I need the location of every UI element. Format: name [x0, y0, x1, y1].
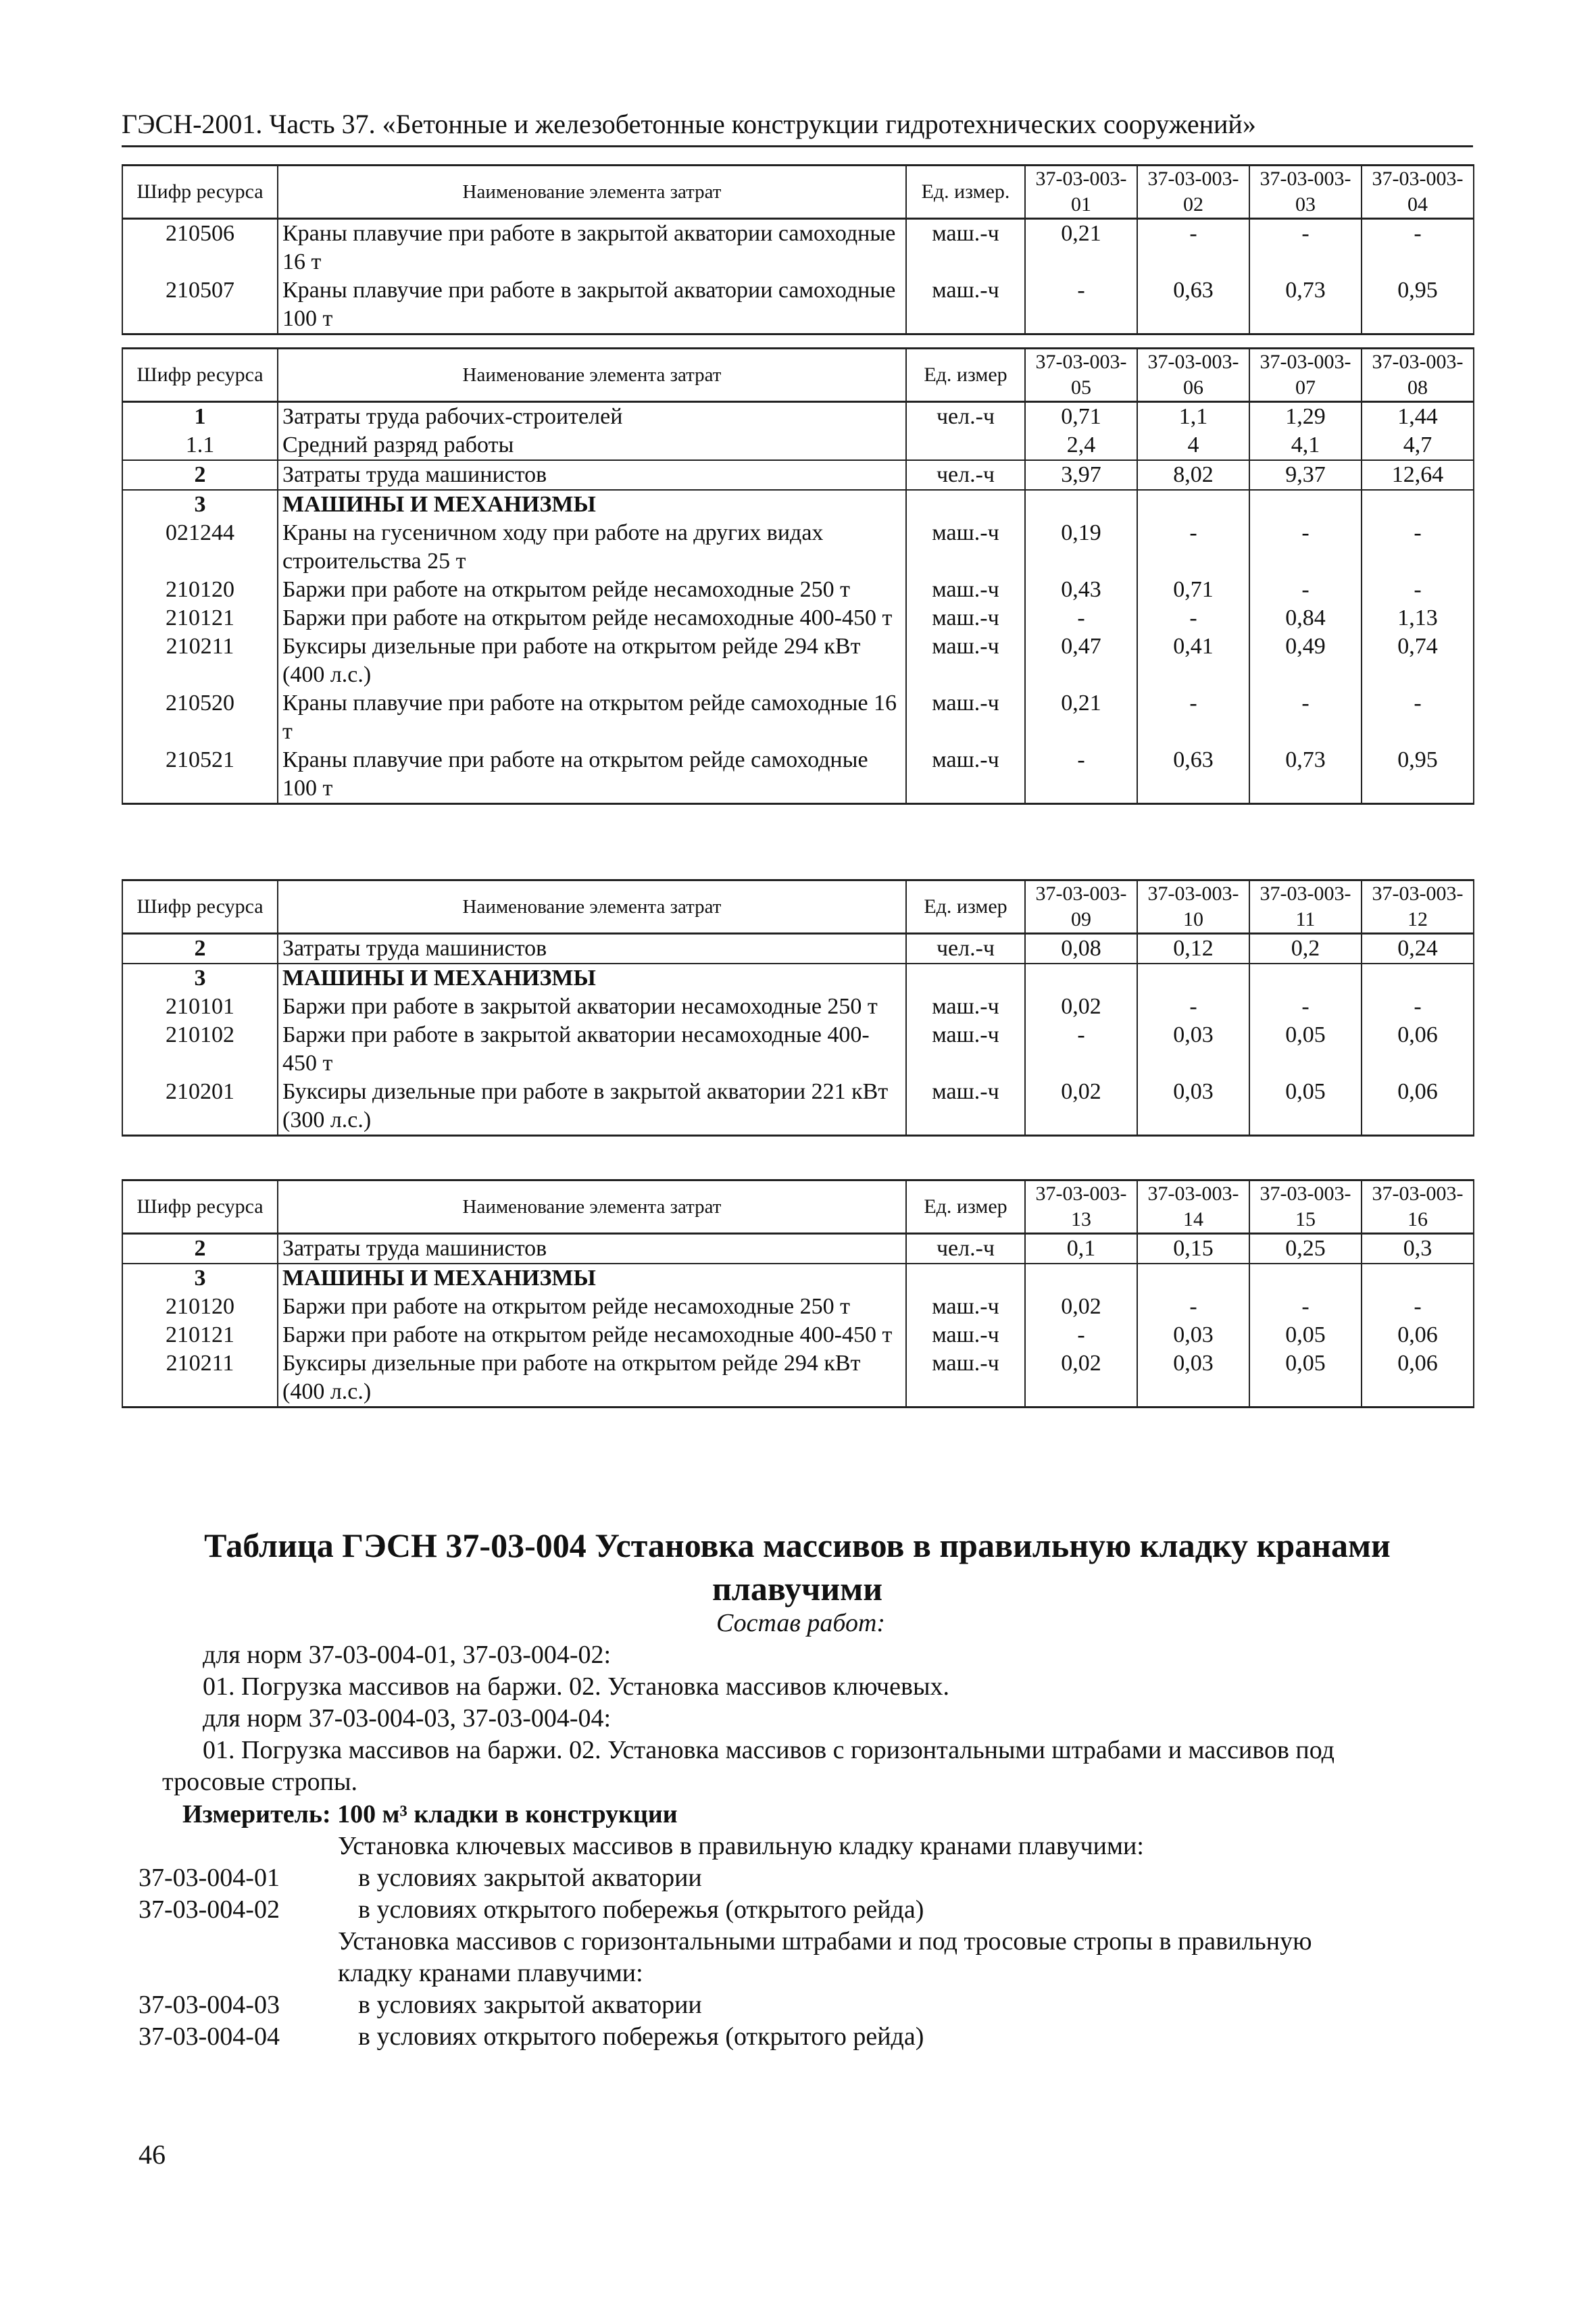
cost-element-name: Буксиры дизельные при работе на открытом рейде 294 кВт (400 л.с.): [278, 632, 906, 689]
table-row: [122, 1264, 1474, 1293]
norm-value: -: [1362, 576, 1474, 604]
group2-title-line2: кладку кранами плавучими:: [338, 1959, 643, 1987]
norm-value: 0,06: [1362, 1078, 1474, 1136]
resource-code: 210507: [122, 276, 278, 334]
header-name: Наименование элемента затрат: [278, 880, 906, 934]
item-text: в условиях открытого побережья (открытого рейда): [358, 2022, 924, 2051]
cost-element-name: Баржи при работе на открытом рейде несамоходные 250 т: [278, 576, 906, 604]
cost-element-name: Краны плавучие при работе на открытом рейде самоходные 16 т: [278, 689, 906, 746]
unit-of-measure: [906, 1264, 1025, 1293]
resource-code: 210121: [122, 1321, 278, 1349]
table-row: [122, 490, 1474, 519]
norm-value: 0,43: [1025, 576, 1137, 604]
table-row: [122, 1321, 1474, 1349]
table-row: [122, 1293, 1474, 1321]
header-norm-code: 37-03-003-11: [1249, 880, 1362, 934]
table-row: [122, 460, 1474, 490]
item-text: в условиях закрытой акватории: [358, 1991, 702, 2019]
unit-of-measure: маш.-ч: [906, 576, 1025, 604]
header-unit: Ед. измер: [906, 880, 1025, 934]
unit-of-measure: маш.-ч: [906, 1349, 1025, 1408]
cost-element-name: Краны плавучие при работе на открытом рейде самоходные 100 т: [278, 746, 906, 804]
group1-title: Установка ключевых массивов в правильную кладку кранами плавучими:: [338, 1832, 1144, 1860]
cost-element-name: Краны на гусеничном ходу при работе на других видах строительства 25 т: [278, 519, 906, 576]
norms-1: для норм 37-03-004-01, 37-03-004-02:: [203, 1641, 612, 1669]
unit-of-measure: [906, 431, 1025, 460]
header-code: Шифр ресурса: [122, 1180, 278, 1234]
norm-value: -: [1137, 1293, 1249, 1321]
norm-value: -: [1249, 993, 1362, 1021]
norm-value: -: [1249, 576, 1362, 604]
cost-element-name: Буксиры дизельные при работе в закрытой акватории 221 кВт (300 л.с.): [278, 1078, 906, 1136]
norm-value: 0,06: [1362, 1021, 1474, 1078]
item-code: 37-03-004-04: [139, 2022, 280, 2051]
norm-value: 0,06: [1362, 1321, 1474, 1349]
table-row: [122, 964, 1474, 993]
resource-code: 210120: [122, 1293, 278, 1321]
norm-value: -: [1249, 219, 1362, 277]
header-norm-code: 37-03-003-07: [1249, 349, 1362, 402]
norm-value: 0,08: [1025, 934, 1137, 964]
table-row: [122, 276, 1474, 334]
norm-value: -: [1137, 993, 1249, 1021]
resource-code: 3: [122, 964, 278, 993]
norm-value: 0,05: [1249, 1321, 1362, 1349]
norm-value: -: [1362, 993, 1474, 1021]
header-norm-code: 37-03-003-16: [1362, 1180, 1474, 1234]
norm-value: [1025, 490, 1137, 519]
resource-code: 021244: [122, 519, 278, 576]
resource-code: 210520: [122, 689, 278, 746]
header-unit: Ед. измер: [906, 1180, 1025, 1234]
cost-element-name: Баржи при работе на открытом рейде несамоходные 400-450 т: [278, 604, 906, 632]
norm-value: 0,15: [1137, 1234, 1249, 1264]
unit-of-measure: маш.-ч: [906, 993, 1025, 1021]
norm-value: 0,21: [1025, 689, 1137, 746]
header-unit: Ед. измер: [906, 349, 1025, 402]
norm-value: 0,95: [1362, 276, 1474, 334]
cost-element-name: Баржи при работе на открытом рейде несамоходные 400-450 т: [278, 1321, 906, 1349]
norm-value: 0,71: [1137, 576, 1249, 604]
norm-value: 0,05: [1249, 1078, 1362, 1136]
item-text: в условиях закрытой акватории: [358, 1864, 702, 1892]
table-row: [122, 1078, 1474, 1136]
item-code: 37-03-004-01: [139, 1864, 280, 1892]
norm-value: 0,25: [1249, 1234, 1362, 1264]
norm-table: [122, 1179, 1474, 1408]
cost-element-name: Затраты труда машинистов: [278, 460, 906, 490]
resource-code: 1.1: [122, 431, 278, 460]
resource-code: 210211: [122, 632, 278, 689]
header-code: Шифр ресурса: [122, 880, 278, 934]
resource-code: 1: [122, 402, 278, 432]
header-norm-code: 37-03-003-10: [1137, 880, 1249, 934]
norm-value: 0,63: [1137, 746, 1249, 804]
norm-table: [122, 164, 1474, 335]
table-row: [122, 1349, 1474, 1408]
cost-element-name: МАШИНЫ И МЕХАНИЗМЫ: [278, 490, 906, 519]
norm-value: 9,37: [1249, 460, 1362, 490]
resource-code: 210102: [122, 1021, 278, 1078]
cost-element-name: Баржи при работе в закрытой акватории несамоходные 250 т: [278, 993, 906, 1021]
header-norm-code: 37-03-003-13: [1025, 1180, 1137, 1234]
norm-value: 1,1: [1137, 402, 1249, 432]
norm-value: 4,1: [1249, 431, 1362, 460]
unit-of-measure: чел.-ч: [906, 1234, 1025, 1264]
norm-value: [1137, 490, 1249, 519]
unit-of-measure: [906, 964, 1025, 993]
table-row: [122, 604, 1474, 632]
norm-table: [122, 347, 1474, 805]
norm-value: 0,02: [1025, 993, 1137, 1021]
table-row: [122, 632, 1474, 689]
section-title-line1: Таблица ГЭСН 37-03-004 Установка массивов в правильную кладку кранами: [204, 1526, 1391, 1564]
header-name: Наименование элемента затрат: [278, 1180, 906, 1234]
norm-value: 0,19: [1025, 519, 1137, 576]
norm-value: 0,95: [1362, 746, 1474, 804]
section-title: [122, 1524, 1473, 1610]
table-row: [122, 219, 1474, 277]
steps-2-line1: 01. Погрузка массивов на баржи. 02. Установка массивов с горизонтальными штрабами и массивов под: [203, 1736, 1335, 1764]
resource-code: 210101: [122, 993, 278, 1021]
unit-of-measure: маш.-ч: [906, 1078, 1025, 1136]
norm-value: -: [1362, 689, 1474, 746]
item-code: 37-03-004-03: [139, 1991, 280, 2019]
unit-of-measure: чел.-ч: [906, 460, 1025, 490]
norm-value: 0,12: [1137, 934, 1249, 964]
norm-value: 0,02: [1025, 1293, 1137, 1321]
norm-value: 0,73: [1249, 276, 1362, 334]
section-title-line2: плавучими: [712, 1570, 883, 1608]
norm-value: 0,47: [1025, 632, 1137, 689]
norm-value: [1249, 964, 1362, 993]
unit-of-measure: маш.-ч: [906, 219, 1025, 277]
steps-1: 01. Погрузка массивов на баржи. 02. Установка массивов ключевых.: [203, 1672, 949, 1701]
unit-of-measure: маш.-ч: [906, 689, 1025, 746]
norm-value: [1137, 964, 1249, 993]
norm-value: [1362, 490, 1474, 519]
norm-value: 0,03: [1137, 1021, 1249, 1078]
cost-element-name: Баржи при работе в закрытой акватории несамоходные 400-450 т: [278, 1021, 906, 1078]
header-norm-code: 37-03-003-09: [1025, 880, 1137, 934]
table-row: [122, 746, 1474, 804]
cost-element-name: Краны плавучие при работе в закрытой акватории самоходные 16 т: [278, 219, 906, 277]
cost-element-name: Затраты труда рабочих-строителей: [278, 402, 906, 432]
header-name: Наименование элемента затрат: [278, 349, 906, 402]
norm-value: -: [1137, 689, 1249, 746]
resource-code: 2: [122, 934, 278, 964]
unit-of-measure: маш.-ч: [906, 1021, 1025, 1078]
norm-value: -: [1025, 746, 1137, 804]
unit-of-measure: чел.-ч: [906, 402, 1025, 432]
norm-value: 12,64: [1362, 460, 1474, 490]
item-code: 37-03-004-02: [139, 1895, 280, 1924]
unit-of-measure: маш.-ч: [906, 1293, 1025, 1321]
header-norm-code: 37-03-003-15: [1249, 1180, 1362, 1234]
norm-value: -: [1249, 519, 1362, 576]
composition-label: Состав работ:: [716, 1609, 886, 1637]
norm-value: -: [1025, 604, 1137, 632]
header-norm-code: 37-03-003-01: [1025, 166, 1137, 219]
header-norm-code: 37-03-003-03: [1249, 166, 1362, 219]
meter-label: Измеритель: 100 м³ кладки в конструкции: [182, 1800, 678, 1828]
norm-value: 0,84: [1249, 604, 1362, 632]
norm-value: 0,06: [1362, 1349, 1474, 1408]
table-row: [122, 993, 1474, 1021]
cost-element-name: Средний разряд работы: [278, 431, 906, 460]
norm-value: -: [1137, 219, 1249, 277]
norm-value: -: [1137, 604, 1249, 632]
table-row: [122, 519, 1474, 576]
norm-value: -: [1362, 219, 1474, 277]
norm-value: 0,63: [1137, 276, 1249, 334]
unit-of-measure: маш.-ч: [906, 604, 1025, 632]
norm-value: 0,71: [1025, 402, 1137, 432]
running-header: ГЭСН-2001. Часть 37. «Бетонные и железобетонные конструкции гидротехнических сооружений»: [122, 108, 1473, 147]
norm-value: 0,3: [1362, 1234, 1474, 1264]
resource-code: 210506: [122, 219, 278, 277]
norm-value: -: [1025, 1321, 1137, 1349]
norm-value: [1249, 1264, 1362, 1293]
norm-value: 1,13: [1362, 604, 1474, 632]
resource-code: 2: [122, 460, 278, 490]
norm-value: [1362, 964, 1474, 993]
cost-element-name: Баржи при работе на открытом рейде несамоходные 250 т: [278, 1293, 906, 1321]
header-norm-code: 37-03-003-12: [1362, 880, 1474, 934]
norm-value: [1025, 1264, 1137, 1293]
norm-value: 3,97: [1025, 460, 1137, 490]
norm-value: 0,02: [1025, 1078, 1137, 1136]
unit-of-measure: [906, 490, 1025, 519]
cost-element-name: Краны плавучие при работе в закрытой акватории самоходные 100 т: [278, 276, 906, 334]
cost-element-name: МАШИНЫ И МЕХАНИЗМЫ: [278, 964, 906, 993]
unit-of-measure: чел.-ч: [906, 934, 1025, 964]
table-row: [122, 934, 1474, 964]
norm-value: -: [1362, 1293, 1474, 1321]
norm-value: 0,03: [1137, 1078, 1249, 1136]
table-row: [122, 1021, 1474, 1078]
header-norm-code: 37-03-003-02: [1137, 166, 1249, 219]
norm-table: [122, 879, 1474, 1137]
norm-value: [1249, 490, 1362, 519]
header-name: Наименование элемента затрат: [278, 166, 906, 219]
norm-value: -: [1137, 519, 1249, 576]
resource-code: 3: [122, 490, 278, 519]
header-norm-code: 37-03-003-05: [1025, 349, 1137, 402]
cost-element-name: Затраты труда машинистов: [278, 1234, 906, 1264]
unit-of-measure: маш.-ч: [906, 1321, 1025, 1349]
cost-element-name: МАШИНЫ И МЕХАНИЗМЫ: [278, 1264, 906, 1293]
norm-value: 0,05: [1249, 1021, 1362, 1078]
page-number: 46: [139, 2139, 166, 2170]
norm-value: 0,74: [1362, 632, 1474, 689]
header-norm-code: 37-03-003-04: [1362, 166, 1474, 219]
norm-value: -: [1362, 519, 1474, 576]
header-norm-code: 37-03-003-08: [1362, 349, 1474, 402]
norm-value: 0,24: [1362, 934, 1474, 964]
norm-value: 0,1: [1025, 1234, 1137, 1264]
steps-2-line2: тросовые стропы.: [162, 1768, 358, 1796]
resource-code: 210211: [122, 1349, 278, 1408]
unit-of-measure: маш.-ч: [906, 746, 1025, 804]
norm-value: 2,4: [1025, 431, 1137, 460]
unit-of-measure: маш.-ч: [906, 276, 1025, 334]
norm-value: -: [1249, 689, 1362, 746]
norm-value: -: [1249, 1293, 1362, 1321]
resource-code: 210120: [122, 576, 278, 604]
norm-value: 0,2: [1249, 934, 1362, 964]
norm-value: 4: [1137, 431, 1249, 460]
norm-value: 0,49: [1249, 632, 1362, 689]
norm-value: [1137, 1264, 1249, 1293]
norm-value: 0,73: [1249, 746, 1362, 804]
table-row: [122, 431, 1474, 460]
header-norm-code: 37-03-003-14: [1137, 1180, 1249, 1234]
group2-title-line1: Установка массивов с горизонтальными штрабами и под тросовые стропы в правильную: [338, 1927, 1312, 1956]
resource-code: 210521: [122, 746, 278, 804]
header-code: Шифр ресурса: [122, 349, 278, 402]
norms-2: для норм 37-03-004-03, 37-03-004-04:: [203, 1704, 612, 1733]
table-row: [122, 689, 1474, 746]
norm-value: [1025, 964, 1137, 993]
table-row: [122, 402, 1474, 432]
cost-element-name: Затраты труда машинистов: [278, 934, 906, 964]
norm-value: 0,05: [1249, 1349, 1362, 1408]
resource-code: 2: [122, 1234, 278, 1264]
cost-element-name: Буксиры дизельные при работе на открытом рейде 294 кВт (400 л.с.): [278, 1349, 906, 1408]
table-row: [122, 576, 1474, 604]
norm-value: 0,03: [1137, 1321, 1249, 1349]
header-norm-code: 37-03-003-06: [1137, 349, 1249, 402]
item-text: в условиях открытого побережья (открытого рейда): [358, 1895, 924, 1924]
norm-value: 1,29: [1249, 402, 1362, 432]
resource-code: 210121: [122, 604, 278, 632]
norm-value: 1,44: [1362, 402, 1474, 432]
resource-code: 210201: [122, 1078, 278, 1136]
resource-code: 3: [122, 1264, 278, 1293]
norm-value: 0,21: [1025, 219, 1137, 277]
norm-value: -: [1025, 276, 1137, 334]
table-row: [122, 1234, 1474, 1264]
header-code: Шифр ресурса: [122, 166, 278, 219]
header-unit: Ед. измер.: [906, 166, 1025, 219]
norm-value: 0,02: [1025, 1349, 1137, 1408]
unit-of-measure: маш.-ч: [906, 632, 1025, 689]
norm-value: 4,7: [1362, 431, 1474, 460]
unit-of-measure: маш.-ч: [906, 519, 1025, 576]
norm-value: 0,03: [1137, 1349, 1249, 1408]
norm-value: 0,41: [1137, 632, 1249, 689]
norm-value: -: [1025, 1021, 1137, 1078]
norm-value: [1362, 1264, 1474, 1293]
norm-value: 8,02: [1137, 460, 1249, 490]
